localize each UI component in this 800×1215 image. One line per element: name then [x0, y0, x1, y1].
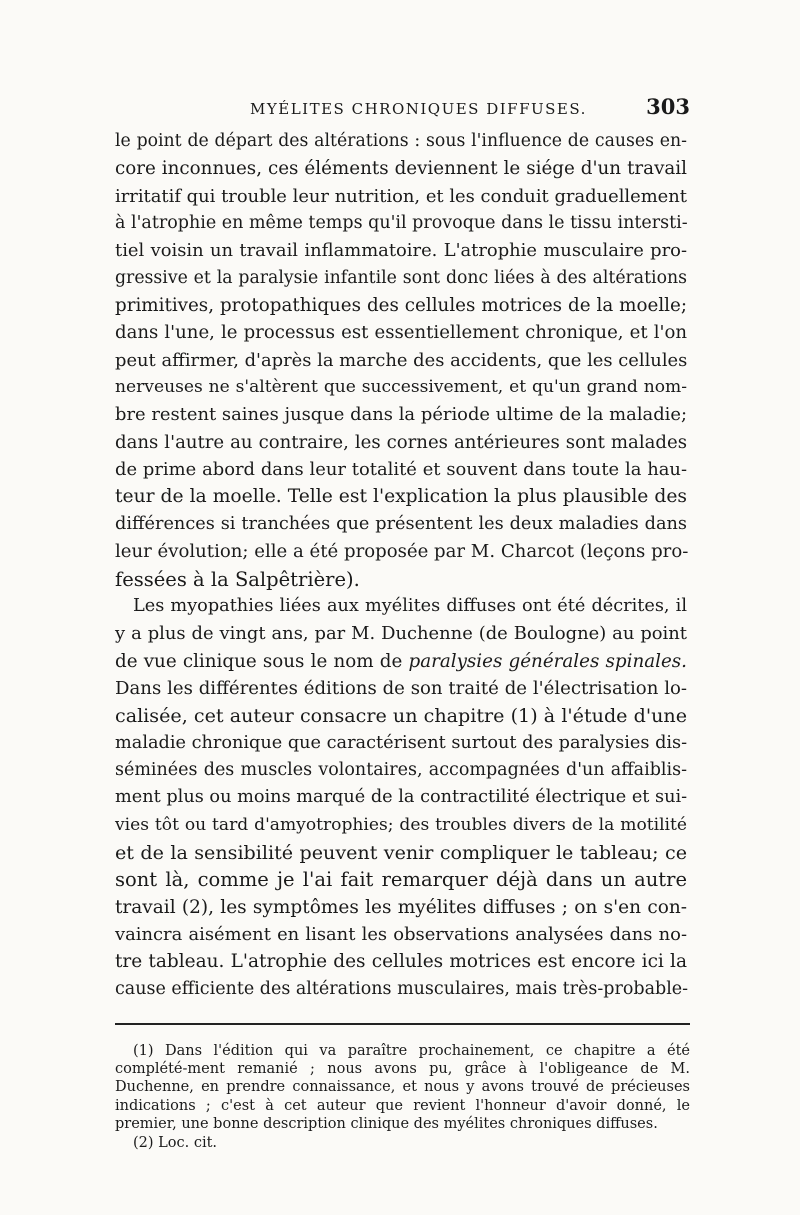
footnote-1: (1) Dans l'édition qui va paraître prochainement, ce chapitre a été complété-ment remanié ; nous avons pu, grâce à l'obligeance de M. Duchenne, en prendre connaissance, et nous y avons trouvé de précieuses indications ; c'est à cet auteur que revient l'honneur d'avoir donné, le premier, une bonne description clinique des myélites chroniques diffuses. [115, 1043, 690, 1132]
text-line: bre restent saines jusque dans la période ultime de la maladie; [115, 404, 687, 426]
text-line: peut affirmer, d'après la marche des accidents, que les cellules [115, 349, 688, 371]
body-text [115, 128, 687, 1003]
text-line: tiel voisin un travail inflammatoire. L'atrophie musculaire pro- [115, 240, 687, 262]
text-line: y a plus de vingt ans, par M. Duchenne (de Boulogne) au point [115, 623, 687, 645]
italic-term: paralysies générales spinales. [408, 650, 687, 672]
text-line: ment plus ou moins marqué de la contractilité électrique et sui- [115, 787, 688, 808]
text-line: primitives, protopathiques des cellules motrices de la moelle; [115, 295, 687, 317]
text-line: teur de la moelle. Telle est l'explication la plus plausible des [115, 486, 687, 508]
text-line: séminées des muscles volontaires, accompagnées d'un affaiblis- [115, 759, 687, 780]
text-line: gressive et la paralysie infantile sont donc liées à des altérations [115, 267, 687, 288]
text-line: irritatif qui trouble leur nutrition, et les conduit graduellement [115, 185, 687, 207]
paragraph-2 [115, 593, 687, 1003]
footnotes [115, 1042, 690, 1152]
text-line: Les myopathies liées aux myélites diffuses ont été décrites, il [133, 595, 687, 616]
text-segment: de vue clinique sous le nom de [115, 650, 403, 672]
text-line: nerveuses ne s'altèrent que successivement, et qu'un grand nom- [115, 377, 687, 398]
text-line: le point de départ des altérations : sous l'influence de causes en- [115, 131, 687, 151]
text-line: fessées à la Salpêtrière). [115, 567, 360, 591]
text-line: différences si tranchées que présentent les deux maladies dans [115, 513, 687, 534]
text-line: calisée, cet auteur consacre un chapitre (1) à l'étude d'une [115, 704, 687, 728]
text-line: cause efficiente des altérations musculaires, mais très-probable- [115, 978, 689, 999]
text-line: vaincra aisément en lisant les observations analysées dans no- [115, 923, 687, 945]
page-number: 303 [646, 94, 690, 119]
text-line-with-italic [115, 648, 687, 675]
text-line: leur évolution; elle a été proposée par M. Charcot (leçons pro- [115, 541, 689, 563]
text-line: de prime abord dans leur totalité et souvent dans toute la hau- [115, 459, 687, 481]
text-line: vies tôt ou tard d'amyotrophies; des troubles divers de la motilité [115, 814, 687, 835]
text-line: Dans les différentes éditions de son traité de l'électrisation lo- [115, 677, 687, 699]
text-line: maladie chronique que caractérisent surtout des paralysies dis- [115, 732, 688, 753]
text-line: sont là, comme je l'ai fait remarquer déjà dans un autre [115, 868, 687, 892]
footnote-2: (2) Loc. cit. [133, 1135, 218, 1152]
text-line: tre tableau. L'atrophie des cellules motrices est encore ici la [115, 951, 687, 973]
text-line: core inconnues, ces éléments deviennent le siége d'un travail [115, 158, 687, 180]
text-line: et de la sensibilité peuvent venir compliquer le tableau; ce [115, 840, 687, 864]
running-head-title: MYÉLITES CHRONIQUES DIFFUSES. [250, 100, 587, 118]
paragraph-1 [115, 128, 687, 593]
text-line: à l'atrophie en même temps qu'il provoque dans le tissu intersti- [115, 213, 688, 234]
text-line: travail (2), les symptômes les myélites diffuses ; on s'en con- [115, 896, 687, 918]
text-line: dans l'une, le processus est essentiellement chronique, et l'on [115, 322, 687, 344]
footnote-rule [115, 1023, 690, 1025]
running-head [100, 94, 690, 124]
text-line: dans l'autre au contraire, les cornes antérieures sont malades [115, 431, 687, 453]
